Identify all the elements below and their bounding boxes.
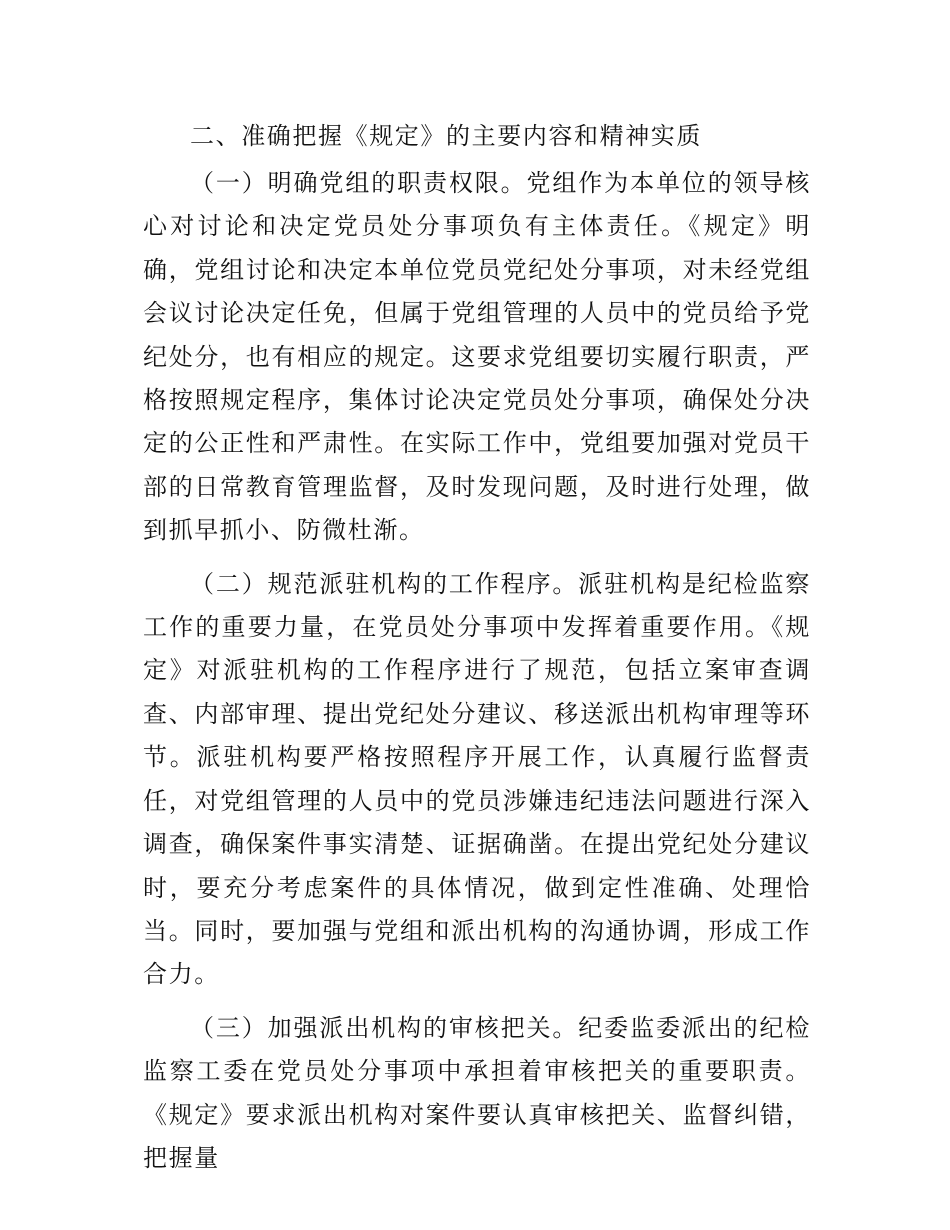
paragraph-2: （二）规范派驻机构的工作程序。派驻机构是纪检监察工作的重要力量，在党员处分事项中发挥着重要作用。《规定》对派驻机构的工作程序进行了规范，包括立案审查调查、内部审理、提出党纪处分建议、移送派出机构审理等环节。派驻机构要严格按照程序开展工作，认真履行监督责任，对党组管理的人员中的党员涉嫌违纪违法问题进行深入调查，确保案件事实清楚、证据确凿。在提出党纪处分建议时，要充分考虑案件的具体情况，做到定性准确、处理恰当。同时，要加强与党组和派出机构的沟通协调，形成工作合力。 — [143, 569, 811, 989]
paragraph-1: （一）明确党组的职责权限。党组作为本单位的领导核心对讨论和决定党员处分事项负有主体责任。《规定》明确，党组讨论和决定本单位党员党纪处分事项，对未经党组会议讨论决定任免，但属于党组管理的人员中的党员给予党纪处分，也有相应的规定。这要求党组要切实履行职责，严格按照规定程序，集体讨论决定党员处分事项，确保处分决定的公正性和严肃性。在实际工作中，党组要加强对党员干部的日常教育管理监督，及时发现问题，及时进行处理，做到抓早抓小、防微杜渐。 — [143, 169, 811, 545]
section-heading: 二、准确把握《规定》的主要内容和精神实质 — [190, 122, 702, 150]
document-page — [143, 112, 811, 1180]
paragraph-3: （三）加强派出机构的审核把关。纪委监委派出的纪检监察工委在党员处分事项中承担着审核把关的重要职责。《规定》要求派出机构对案件要认真审核把关、监督纠错，把握量 — [143, 1013, 811, 1172]
